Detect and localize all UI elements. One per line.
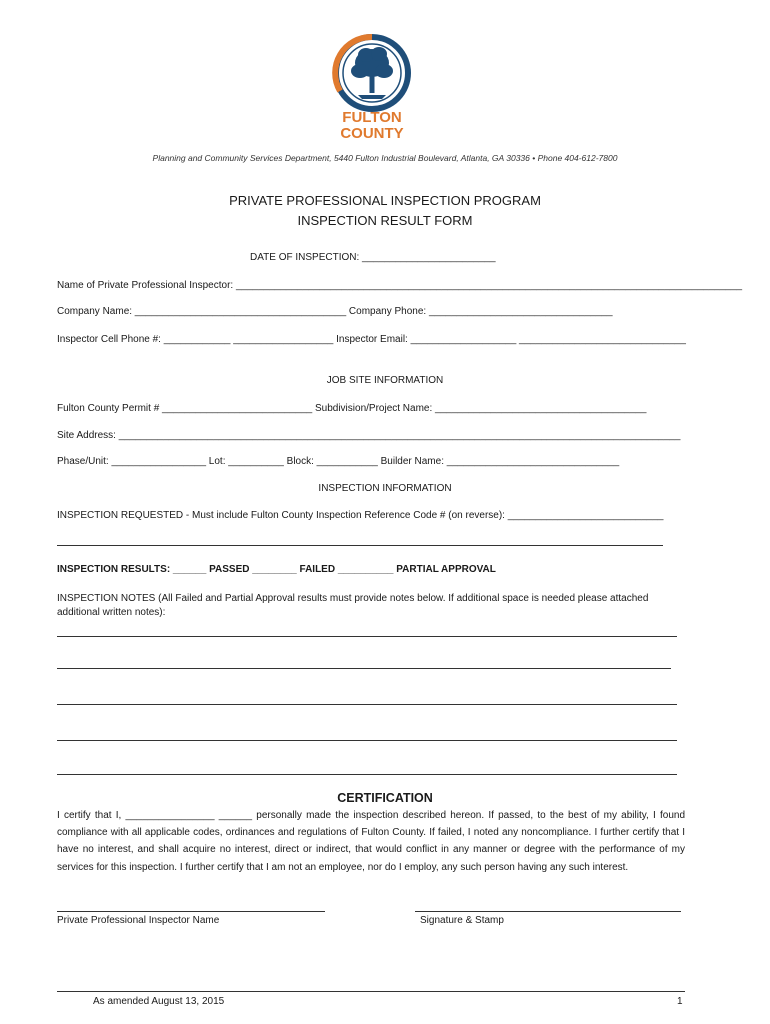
inspection-results-field[interactable]: INSPECTION RESULTS: ______ PASSED ________ FAILED __________ PARTIAL APPROVAL (57, 564, 496, 575)
permit-subdivision-field[interactable]: Fulton County Permit # ___________________________ Subdivision/Project Name: ______________________________________ (57, 403, 647, 414)
inspection-requested-line[interactable] (57, 545, 663, 546)
department-address: Planning and Community Services Department, 5440 Fulton Industrial Boulevard, Atlanta, GA 30336 • Phone 404-612-7800 (152, 153, 618, 163)
form-title-result: INSPECTION RESULT FORM (297, 213, 473, 228)
fulton-county-logo (330, 33, 414, 143)
notes-line[interactable] (57, 740, 677, 741)
form-title-program: PRIVATE PROFESSIONAL INSPECTION PROGRAM (229, 193, 541, 208)
logo-text-fulton: FULTON (342, 109, 402, 126)
certification-text (57, 807, 685, 876)
inspection-info-heading: INSPECTION INFORMATION (318, 483, 452, 494)
footer-divider (57, 991, 685, 992)
phase-lot-block-builder-field[interactable]: Phase/Unit: _________________ Lot: __________ Block: ___________ Builder Name: _______________________________ (57, 456, 620, 467)
certification-paragraph: I certify that I, ________________ ______ personally made the inspection described hereon. If passed, to the best of my ability, I found compliance with all applicable codes, ordinances and regulations of Fulton County. If failed, I noted any noncompliance. I further certify that I have no interest, and shall acquire no interest, direct or indirect, that would conflict in any manner or degree with the performance of my services for this inspection. I further certify that I am not an employee, nor do I employ, any such person having any such interest. (57, 810, 685, 873)
signature-stamp-line[interactable] (415, 911, 681, 912)
inspection-notes-label-1: INSPECTION NOTES (All Failed and Partial Approval results must provide notes below. If additional space is needed please attached (57, 593, 649, 604)
notes-line[interactable] (57, 668, 671, 669)
inspector-cell-email-field[interactable]: Inspector Cell Phone #: ____________ __________________ Inspector Email: ___________________ ______________________________ (57, 334, 686, 345)
inspector-name-field[interactable]: Name of Private Professional Inspector: ___________________________________________________________________________________________ (57, 280, 743, 291)
inspector-name-label: Private Professional Inspector Name (57, 915, 220, 926)
inspection-requested-field[interactable]: INSPECTION REQUESTED - Must include Fulton County Inspection Reference Code # (on reverse): ____________________________ (57, 510, 664, 521)
date-of-inspection-field[interactable]: DATE OF INSPECTION: ________________________ (250, 252, 496, 263)
inspector-name-signature-line[interactable] (57, 911, 325, 912)
job-site-heading: JOB SITE INFORMATION (326, 375, 444, 386)
site-address-field[interactable]: Site Address: _____________________________________________________________________________________________________ (57, 430, 681, 441)
notes-line[interactable] (57, 704, 677, 705)
inspection-notes-label-2: additional written notes): (57, 607, 166, 618)
company-name-phone-field[interactable]: Company Name: ______________________________________ Company Phone: _________________________________ (57, 306, 613, 317)
notes-line[interactable] (57, 636, 677, 637)
notes-line[interactable] (57, 774, 677, 775)
logo-text-county: COUNTY (340, 125, 404, 142)
amended-date: As amended August 13, 2015 (93, 996, 225, 1007)
page-number: 1 (677, 996, 683, 1007)
certification-heading: CERTIFICATION (337, 791, 433, 805)
signature-stamp-label: Signature & Stamp (420, 915, 504, 926)
